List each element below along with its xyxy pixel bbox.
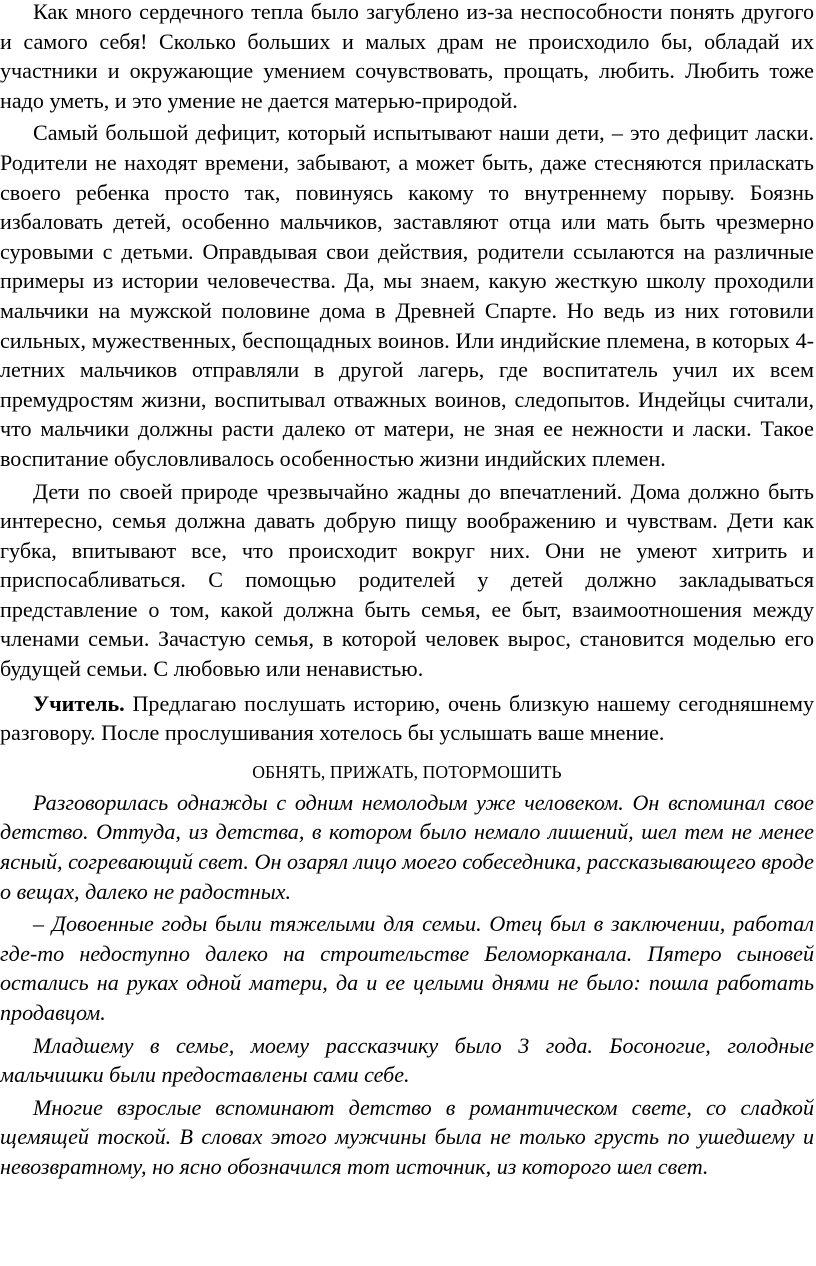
teacher-text: Предлагаю послушать историю, очень близкую нашему сегодняшнему разговору. После прослушивания хотелось бы услышать ваше мнение. [0, 690, 814, 746]
story-paragraph: Младшему в семье, моему рассказчику было 3 года. Босоногие, голодные мальчишки были предоставлены сами себе. [0, 1032, 814, 1088]
paragraph-teacher [0, 689, 814, 748]
paragraph-intro: Как много сердечного тепла было загублено из-за неспособности понять другого и самого себя! Сколько больших и малых драм не происходило бы, обладай их участники и окружающие умением сочувствовать, прощать, любить. Любить тоже надо уметь, и это умение не дается матерью-природой. [0, 0, 814, 113]
story-paragraph: Разговорилась однажды с одним немолодым уже человеком. Он вспоминал свое детство. Оттуда, из детства, в котором было немало лишений, шел тем не менее ясный, согревающий свет. Он озарял лицо моего собеседника, рассказывающего вроде о вещах, далеко не радостных. [0, 789, 814, 904]
story-body [0, 788, 814, 1182]
story-paragraph: Многие взрослые вспоминают детство в романтическом свете, со сладкой щемящей тоской. В словах этого мужчины была не только грусть по ушедшему и невозвратному, но ясно обозначился тот источник, из которого шел свет. [0, 1094, 814, 1179]
speaker-label: Учитель. [33, 690, 125, 716]
story-title: ОБНЯТЬ, ПРИЖАТЬ, ПОТОРМОШИТЬ [252, 761, 562, 782]
paragraph-deficit: Самый большой дефицит, который испытывают наши дети, – это дефицит ласки. Родители не находят времени, забывают, а может быть, даже стесняются приласкать своего ребенка просто так, повинуясь какому то внутреннему порыву. Боязнь избаловать детей, особенно мальчиков, заставляют отца или мать быть чрезмерно суровыми с детьми. Оправдывая свои действия, родители ссылаются на различные примеры из истории человечества. Да, мы знаем, какую жесткую школу проходили мальчики на мужской половине дома в Древней Спарте. Но ведь из них готовили сильных, мужественных, беспощадных воинов. Или индийские племена, в которых 4-летних мальчиков отправляли в другой лагерь, где воспитатель учил их всем премудростям жизни, воспитывал отважных воинов, следопытов. Индейцы считали, что мальчики должны расти далеко от матери, не зная ее нежности и ласки. Такое воспитание обусловливалось особенностью жизни индийских племен. [0, 120, 814, 471]
paragraph-children: Дети по своей природе чрезвычайно жадны до впечатлений. Дома должно быть интересно, семья должна давать добрую пищу воображению и чувствам. Дети как губка, впитывают все, что происходит вокруг них. Они не умеют хитрить и приспосабливаться. С помощью родителей у детей должно закладываться представление о том, какой должна быть семья, ее быт, взаимоотношения между членами семьи. Зачастую семья, в которой человек вырос, становится моделью его будущей семьи. С любовью или ненавистью. [0, 478, 814, 682]
story-paragraph: – Довоенные годы были тяжелыми для семьи. Отец был в заключении, работал где-то недоступно далеко на строительстве Беломорканала. Пятеро сыновей остались на руках одной матери, да и ее целыми днями не было: пошла работать продавцом. [0, 911, 814, 1025]
